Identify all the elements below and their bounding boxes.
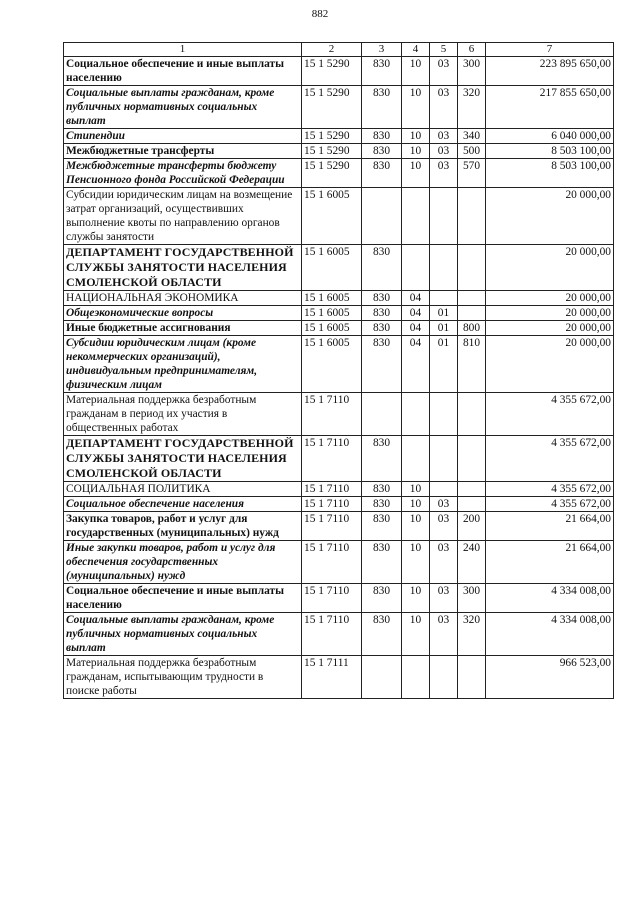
section-cell: 04 [402,306,430,321]
ministry-code-cell: 830 [362,159,402,188]
expense-type-cell [458,245,486,291]
ministry-code-cell: 830 [362,436,402,482]
ministry-code-cell: 830 [362,541,402,584]
table-row [64,512,614,541]
expense-type-cell: 340 [458,129,486,144]
target-article-cell: 15 1 6005 [302,245,362,291]
table-row [64,393,614,436]
column-header: 3 [362,43,402,57]
expense-type-cell: 810 [458,336,486,393]
subsection-cell [430,188,458,245]
column-header: 1 [64,43,302,57]
amount-cell: 223 895 650,00 [486,57,614,86]
target-article-cell: 15 1 7110 [302,541,362,584]
expense-type-cell: 300 [458,57,486,86]
expense-type-cell [458,291,486,306]
ministry-code-cell: 830 [362,291,402,306]
expense-name-cell: Материальная поддержка безработным гражданам, испытывающим трудности в поиске работы [64,656,302,699]
target-article-cell: 15 1 6005 [302,306,362,321]
target-article-cell: 15 1 5290 [302,86,362,129]
target-article-cell: 15 1 7110 [302,512,362,541]
expense-type-cell [458,393,486,436]
column-header: 7 [486,43,614,57]
ministry-code-cell: 830 [362,129,402,144]
table-row [64,245,614,291]
table-row [64,306,614,321]
target-article-cell: 15 1 7110 [302,393,362,436]
target-article-cell: 15 1 6005 [302,291,362,306]
table-row [64,291,614,306]
expense-type-cell: 500 [458,144,486,159]
budget-table [63,42,614,699]
subsection-cell [430,436,458,482]
expense-type-cell [458,497,486,512]
expense-name-cell: Межбюджетные трансферты бюджету Пенсионного фонда Российской Федерации [64,159,302,188]
ministry-code-cell: 830 [362,321,402,336]
subsection-cell [430,291,458,306]
section-cell: 10 [402,144,430,159]
section-cell: 10 [402,159,430,188]
table-row [64,188,614,245]
table-row [64,57,614,86]
target-article-cell: 15 1 7110 [302,613,362,656]
expense-type-cell: 300 [458,584,486,613]
target-article-cell: 15 1 6005 [302,321,362,336]
target-article-cell: 15 1 7110 [302,436,362,482]
table-row [64,497,614,512]
table-row [64,129,614,144]
expense-name-cell: Социальные выплаты гражданам, кроме публичных нормативных социальных выплат [64,613,302,656]
target-article-cell: 15 1 5290 [302,159,362,188]
target-article-cell: 15 1 7110 [302,584,362,613]
expense-type-cell [458,482,486,497]
target-article-cell: 15 1 5290 [302,129,362,144]
ministry-code-cell: 830 [362,497,402,512]
ministry-code-cell [362,188,402,245]
target-article-cell: 15 1 5290 [302,144,362,159]
subsection-cell: 03 [430,144,458,159]
expense-type-cell: 570 [458,159,486,188]
expense-name-cell: Социальное обеспечение и иные выплаты населению [64,57,302,86]
amount-cell: 4 334 008,00 [486,584,614,613]
subsection-cell [430,245,458,291]
section-cell: 04 [402,291,430,306]
subsection-cell [430,393,458,436]
expense-name-cell: Стипендии [64,129,302,144]
ministry-code-cell: 830 [362,245,402,291]
expense-name-cell: Иные закупки товаров, работ и услуг для обеспечения государственных (муниципальных) нужд [64,541,302,584]
column-number-row [64,43,614,57]
amount-cell: 20 000,00 [486,188,614,245]
subsection-cell: 03 [430,129,458,144]
expense-name-cell: Материальная поддержка безработным гражданам в период их участия в общественных работах [64,393,302,436]
target-article-cell: 15 1 7111 [302,656,362,699]
amount-cell: 4 334 008,00 [486,613,614,656]
amount-cell: 4 355 672,00 [486,482,614,497]
target-article-cell: 15 1 5290 [302,57,362,86]
subsection-cell [430,482,458,497]
section-cell: 10 [402,129,430,144]
amount-cell: 20 000,00 [486,245,614,291]
section-cell: 10 [402,86,430,129]
amount-cell: 8 503 100,00 [486,144,614,159]
subsection-cell [430,656,458,699]
expense-name-cell: Иные бюджетные ассигнования [64,321,302,336]
table-row [64,613,614,656]
expense-type-cell: 320 [458,86,486,129]
section-cell [402,436,430,482]
ministry-code-cell: 830 [362,57,402,86]
page-number: 882 [311,8,329,20]
expense-type-cell: 320 [458,613,486,656]
expense-name-cell: СОЦИАЛЬНАЯ ПОЛИТИКА [64,482,302,497]
table-row [64,541,614,584]
ministry-code-cell: 830 [362,613,402,656]
subsection-cell: 03 [430,541,458,584]
section-cell [402,188,430,245]
target-article-cell: 15 1 7110 [302,482,362,497]
table-row [64,482,614,497]
section-cell [402,393,430,436]
table-row [64,86,614,129]
subsection-cell: 01 [430,336,458,393]
section-cell: 04 [402,321,430,336]
expense-type-cell: 200 [458,512,486,541]
amount-cell: 4 355 672,00 [486,436,614,482]
section-cell: 10 [402,541,430,584]
table-row [64,336,614,393]
subsection-cell: 01 [430,321,458,336]
ministry-code-cell: 830 [362,144,402,159]
expense-name-cell: Межбюджетные трансферты [64,144,302,159]
table-row [64,436,614,482]
section-cell [402,245,430,291]
column-header: 5 [430,43,458,57]
expense-type-cell: 240 [458,541,486,584]
expense-name-cell: Социальное обеспечение населения [64,497,302,512]
target-article-cell: 15 1 6005 [302,336,362,393]
ministry-code-cell [362,393,402,436]
ministry-code-cell: 830 [362,86,402,129]
expense-name-cell: НАЦИОНАЛЬНАЯ ЭКОНОМИКА [64,291,302,306]
column-header: 4 [402,43,430,57]
column-header: 6 [458,43,486,57]
amount-cell: 20 000,00 [486,306,614,321]
subsection-cell: 03 [430,497,458,512]
target-article-cell: 15 1 6005 [302,188,362,245]
table-row [64,159,614,188]
expense-type-cell: 800 [458,321,486,336]
target-article-cell: 15 1 7110 [302,497,362,512]
ministry-code-cell: 830 [362,512,402,541]
expense-name-cell: ДЕПАРТАМЕНТ ГОСУДАРСТВЕННОЙ СЛУЖБЫ ЗАНЯТОСТИ НАСЕЛЕНИЯ СМОЛЕНСКОЙ ОБЛАСТИ [64,436,302,482]
amount-cell: 6 040 000,00 [486,129,614,144]
section-cell: 10 [402,57,430,86]
subsection-cell: 03 [430,86,458,129]
section-cell: 10 [402,584,430,613]
amount-cell: 20 000,00 [486,321,614,336]
expense-type-cell [458,306,486,321]
expense-type-cell [458,436,486,482]
section-cell: 10 [402,613,430,656]
amount-cell: 21 664,00 [486,541,614,584]
expense-name-cell: ДЕПАРТАМЕНТ ГОСУДАРСТВЕННОЙ СЛУЖБЫ ЗАНЯТОСТИ НАСЕЛЕНИЯ СМОЛЕНСКОЙ ОБЛАСТИ [64,245,302,291]
section-cell [402,656,430,699]
subsection-cell: 03 [430,512,458,541]
expense-name-cell: Социальные выплаты гражданам, кроме публичных нормативных социальных выплат [64,86,302,129]
expense-name-cell: Субсидии юридическим лицам (кроме некоммерческих организаций), индивидуальным предпринимателям, физическим лицам [64,336,302,393]
expense-name-cell: Общеэкономические вопросы [64,306,302,321]
table-row [64,584,614,613]
ministry-code-cell: 830 [362,336,402,393]
column-header: 2 [302,43,362,57]
amount-cell: 4 355 672,00 [486,497,614,512]
amount-cell: 4 355 672,00 [486,393,614,436]
amount-cell: 20 000,00 [486,291,614,306]
amount-cell: 966 523,00 [486,656,614,699]
section-cell: 10 [402,497,430,512]
ministry-code-cell: 830 [362,306,402,321]
subsection-cell: 03 [430,159,458,188]
expense-name-cell: Закупка товаров, работ и услуг для государственных (муниципальных) нужд [64,512,302,541]
section-cell: 04 [402,336,430,393]
expense-type-cell [458,656,486,699]
expense-type-cell [458,188,486,245]
amount-cell: 20 000,00 [486,336,614,393]
amount-cell: 217 855 650,00 [486,86,614,129]
table-row [64,144,614,159]
subsection-cell: 01 [430,306,458,321]
section-cell: 10 [402,482,430,497]
subsection-cell: 03 [430,57,458,86]
subsection-cell: 03 [430,584,458,613]
section-cell: 10 [402,512,430,541]
amount-cell: 8 503 100,00 [486,159,614,188]
ministry-code-cell: 830 [362,584,402,613]
amount-cell: 21 664,00 [486,512,614,541]
expense-name-cell: Социальное обеспечение и иные выплаты населению [64,584,302,613]
ministry-code-cell: 830 [362,482,402,497]
table-row [64,321,614,336]
ministry-code-cell [362,656,402,699]
expense-name-cell: Субсидии юридическим лицам на возмещение затрат организаций, осуществивших выполнение квоты по направлению органов службы занятости [64,188,302,245]
subsection-cell: 03 [430,613,458,656]
table-row [64,656,614,699]
